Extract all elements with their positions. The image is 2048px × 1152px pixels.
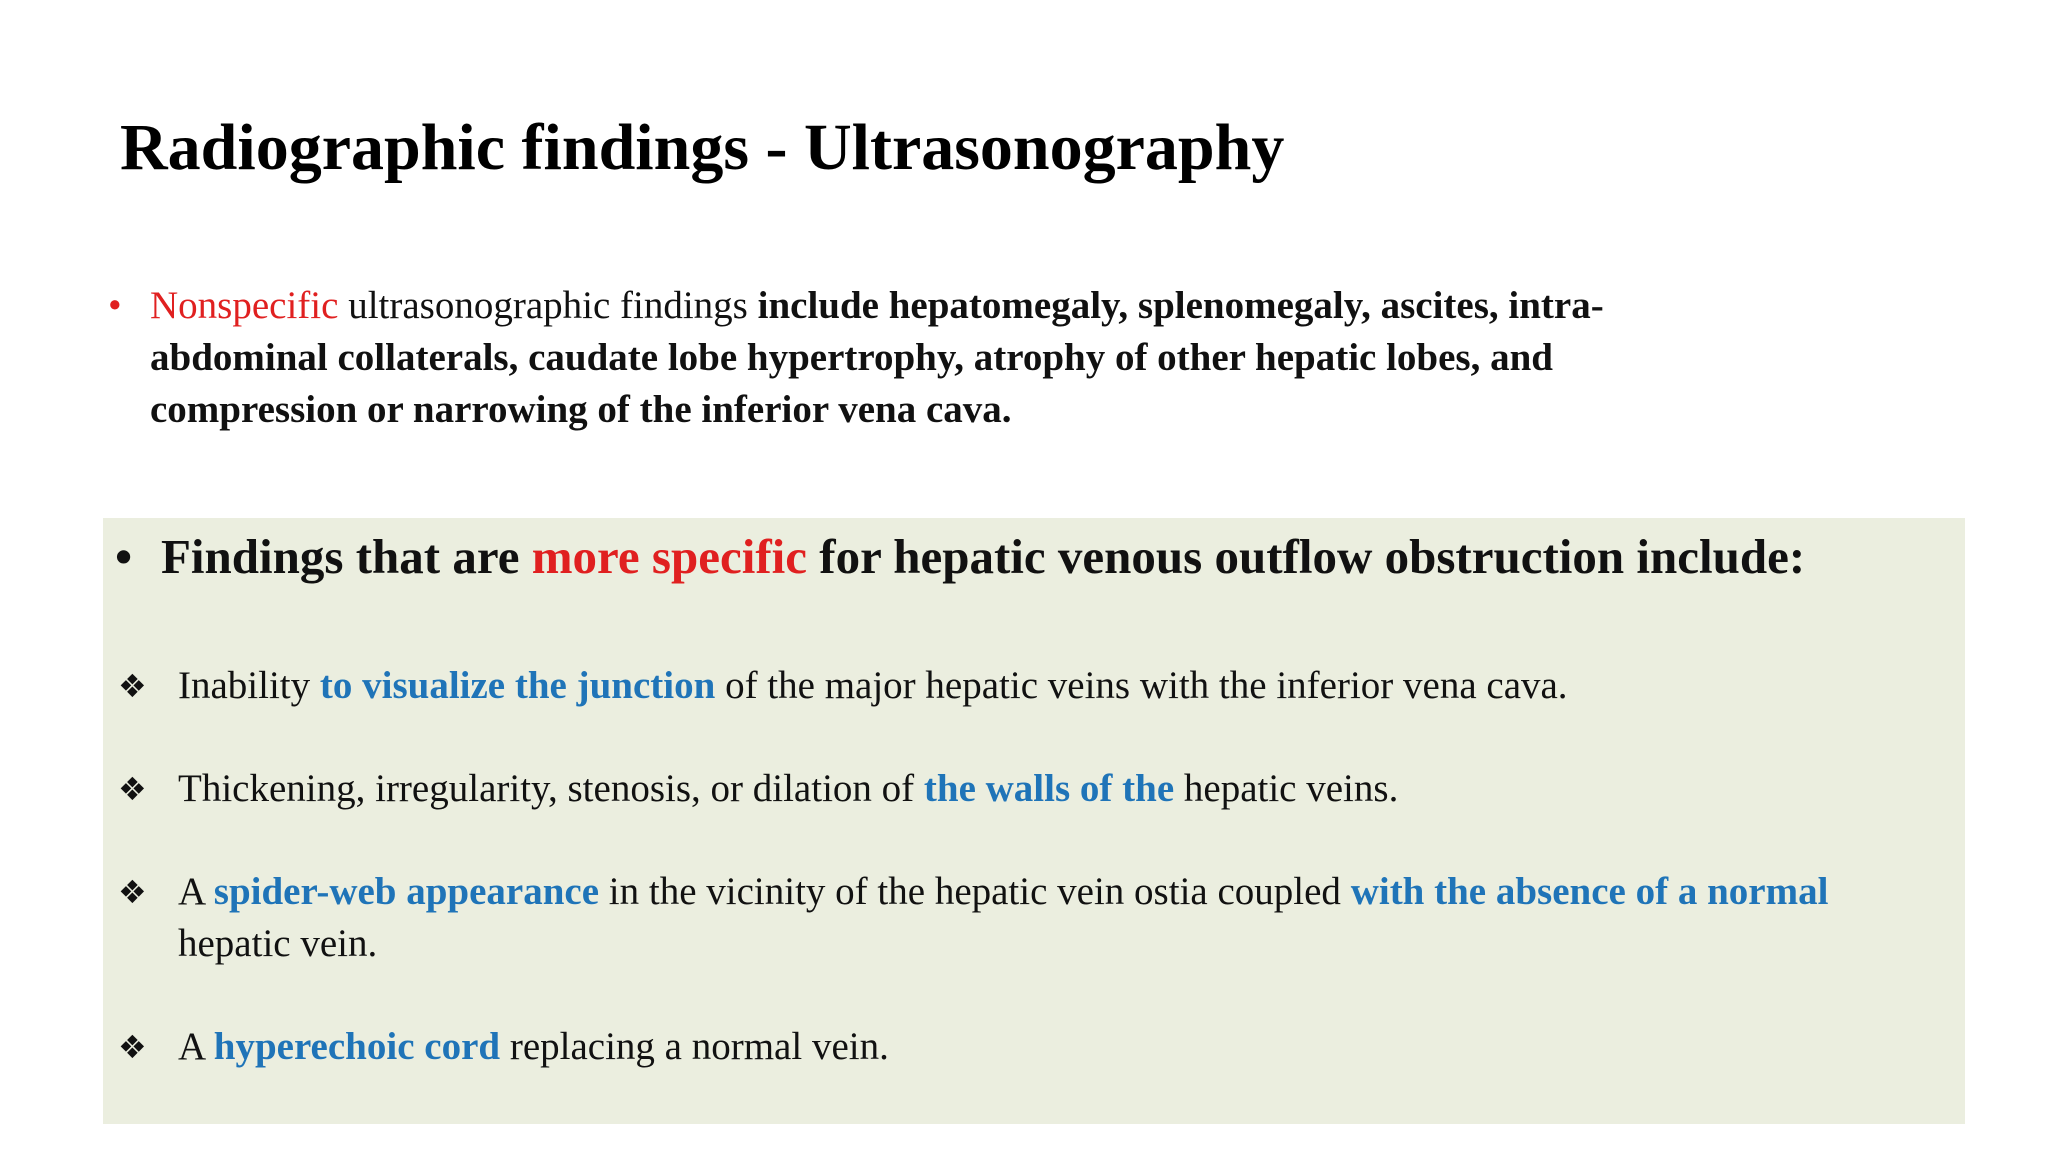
finding-text: hepatic veins. [1174,767,1399,810]
heading-highlight: more specific [531,529,808,584]
specific-findings-list [118,660,1858,1124]
diamond-bullet-icon: ❖ [118,873,147,911]
heading-before: Findings that are [161,529,532,584]
bullet-marker: • [115,529,133,584]
finding-highlight: the walls of the [923,767,1175,810]
finding-item [118,866,1858,970]
heading-after: for hepatic venous outflow obstruction include: [807,529,1806,584]
finding-text: Thickening, irregularity, stenosis, or dilation of [178,767,924,810]
diamond-bullet-icon: ❖ [118,667,147,705]
finding-highlight: spider-web appearance [213,870,600,913]
finding-text: replacing a normal vein. [500,1025,889,1068]
finding-text: A [178,1025,214,1068]
diamond-bullet-icon: ❖ [118,770,147,808]
specific-findings-heading [115,528,1805,585]
finding-item [118,660,1858,712]
finding-highlight: to visualize the junction [319,664,716,707]
nonspecific-findings: include hepatomegaly, splenomegaly, ascites, intra-abdominal collaterals, caudate lobe hypertrophy, atrophy of other hepatic lobes, and compression or narrowing of the inferior vena cava. [150,284,1604,431]
finding-highlight: with the absence of a normal [1350,870,1829,913]
finding-text: of the major hepatic veins with the inferior vena cava. [715,664,1568,707]
finding-item [118,1021,1858,1073]
finding-text: A [178,870,214,913]
bullet-marker: • [108,284,122,327]
nonspecific-bullet [108,280,1768,436]
nonspecific-lead: Nonspecific [150,284,339,327]
finding-highlight: hyperechoic cord [213,1025,501,1068]
finding-text: in the vicinity of the hepatic vein ostia coupled [599,870,1351,913]
finding-text: Inability [178,664,320,707]
finding-text: hepatic vein. [178,922,378,965]
slide-title: Radiographic findings - Ultrasonography [120,111,1285,184]
nonspecific-text [150,280,1768,436]
finding-item [118,763,1858,815]
nonspecific-plain: ultrasonographic findings [338,284,758,327]
diamond-bullet-icon: ❖ [118,1028,147,1066]
